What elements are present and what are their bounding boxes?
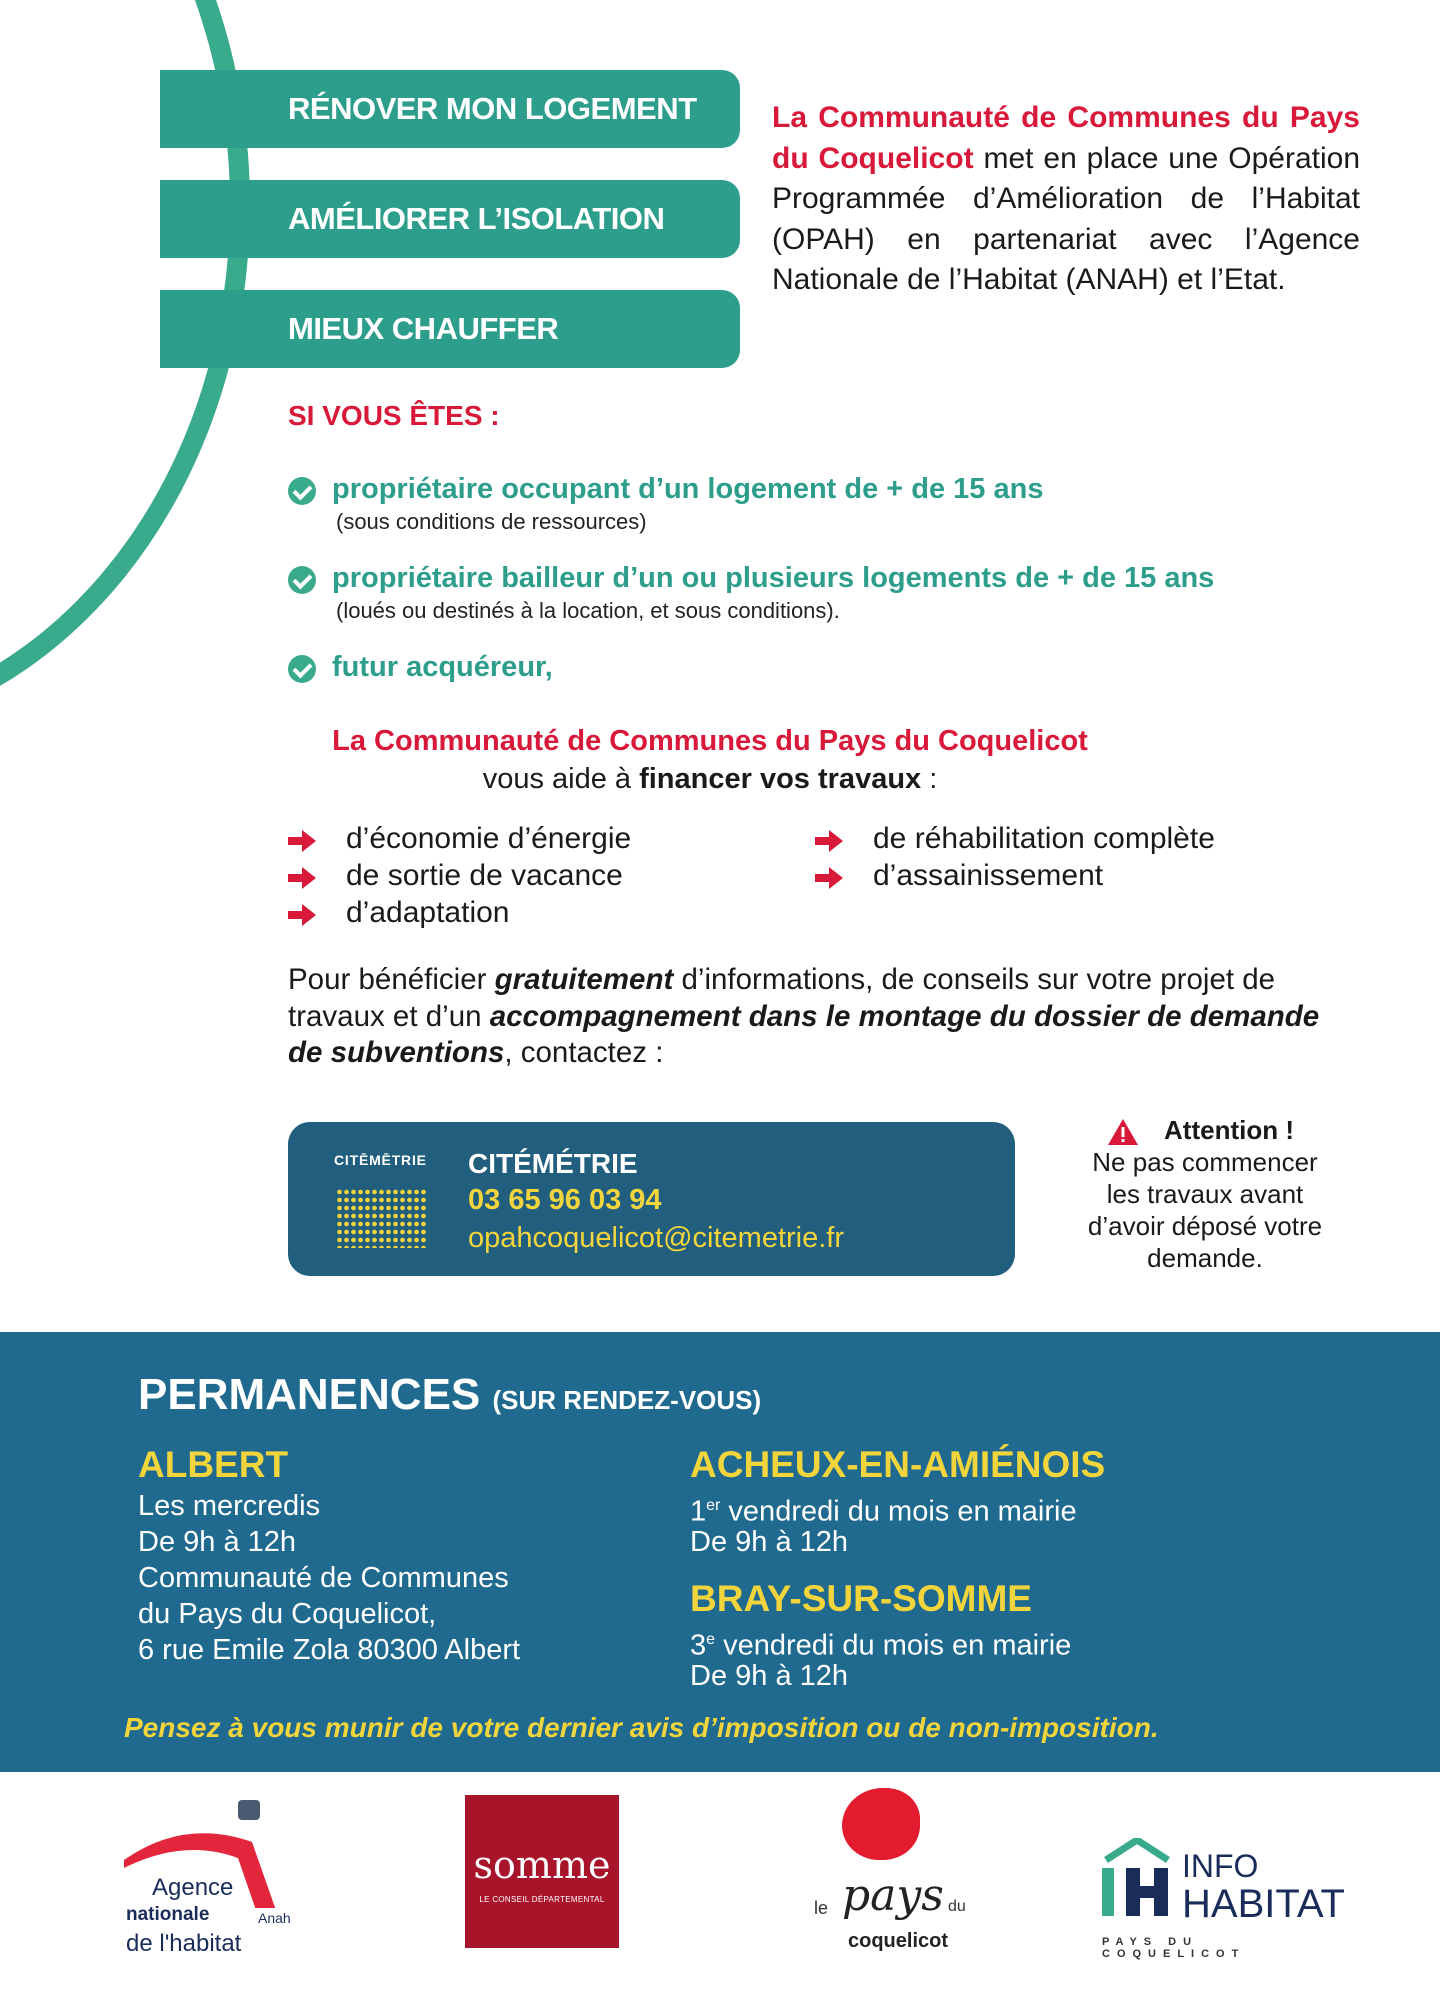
attention-line: demande. xyxy=(1147,1243,1263,1273)
house-h-icon xyxy=(1098,1838,1176,1918)
intro-highlight: La Communauté de Communes du Pays du Coquelicot xyxy=(772,101,1360,175)
arrow-right-icon xyxy=(815,830,843,852)
para-text: Pour bénéficier xyxy=(288,963,495,996)
para-emphasis: gratuitement xyxy=(494,963,674,996)
bray-hours: De 9h à 12h xyxy=(690,1660,849,1692)
albert-detail: du Pays du Coquelicot, xyxy=(138,1598,437,1630)
somme-subtitle: LE CONSEIL DÉPARTEMENTAL xyxy=(479,1895,605,1904)
pays-du: du xyxy=(948,1898,966,1915)
check-icon xyxy=(288,477,316,505)
contact-paragraph xyxy=(288,962,1328,1072)
albert-detail: 6 rue Emile Zola 80300 Albert xyxy=(138,1634,521,1666)
check-icon xyxy=(288,566,316,594)
eligibility-title: futur acquéreur, xyxy=(332,651,553,683)
permanences-note: Pensez à vous munir de votre dernier avis d’imposition ou de non-imposition. xyxy=(124,1712,1159,1743)
pays-coquelicot-logo xyxy=(800,1788,970,1968)
city-albert: ALBERT xyxy=(138,1444,289,1485)
acheux-ordinal-suffix: er xyxy=(706,1497,721,1514)
para-emphasis: accompagnement dans le montage du dossier de demande de subventions xyxy=(288,999,1320,1069)
eligibility-note: (loués ou destinés à la location, et sous conditions). xyxy=(336,598,840,623)
eligibility-note: (sous conditions de ressources) xyxy=(336,509,647,534)
bray-ordinal: 3 xyxy=(690,1629,707,1662)
anah-line: Anah xyxy=(258,1910,291,1926)
aide-block xyxy=(320,722,1100,798)
arrow-right-icon xyxy=(288,904,316,926)
pays-le: le xyxy=(814,1898,829,1918)
aide-org: La Communauté de Communes du Pays du Coquelicot xyxy=(332,725,1088,757)
albert-detail: Communauté de Communes xyxy=(138,1562,509,1594)
pill-isolation: AMÉLIORER L’ISOLATION xyxy=(160,180,740,258)
anah-line: nationale xyxy=(126,1904,210,1925)
attention-line: d’avoir déposé votre xyxy=(1087,1211,1323,1241)
arrow-right-icon xyxy=(288,867,316,889)
anah-line: de l'habitat xyxy=(126,1930,242,1957)
anah-line: Agence xyxy=(152,1874,234,1901)
work-label: de réhabilitation complète xyxy=(873,822,1215,855)
acheux-ordinal: 1 xyxy=(690,1495,707,1528)
eligibility-title: propriétaire occupant d’un logement de + de 15 ans xyxy=(332,473,1044,505)
intro-text: met en place une Opération Programmée d’Amélioration de l’Habitat (OPAH) en partenariat avec l’Agence Nationale de l’Habitat (ANAH) et l’Etat. xyxy=(772,141,1361,296)
somme-logo xyxy=(465,1795,619,1948)
permanences-title-text: PERMANENCES xyxy=(138,1370,481,1419)
citemetrie-logo-icon xyxy=(336,1188,426,1248)
info-habitat-line2: HABITAT xyxy=(1182,1882,1345,1926)
work-label: d’assainissement xyxy=(873,859,1104,892)
albert-detail: De 9h à 12h xyxy=(138,1526,297,1558)
permanences-title xyxy=(138,1370,761,1420)
acheux-schedule-text: vendredi du mois en mairie xyxy=(720,1495,1077,1528)
eligibility-title: propriétaire bailleur d’un ou plusieurs logements de + de 15 ans xyxy=(332,562,1215,594)
warning-icon xyxy=(1107,1118,1139,1146)
acheux-hours: De 9h à 12h xyxy=(690,1526,849,1558)
intro-paragraph xyxy=(772,98,1360,301)
poppy-icon xyxy=(842,1788,920,1860)
attention-line: Ne pas commencer xyxy=(1092,1147,1318,1177)
bray-schedule-text: vendredi du mois en mairie xyxy=(715,1629,1072,1662)
pays-coquelicot: coquelicot xyxy=(848,1930,949,1952)
contact-name: CITÉMÉTRIE xyxy=(468,1148,638,1179)
pill-renover: RÉNOVER MON LOGEMENT xyxy=(160,70,740,148)
arrow-right-icon xyxy=(815,867,843,889)
attention-line: les travaux avant xyxy=(1106,1179,1304,1209)
aide-pre: vous aide à xyxy=(482,763,640,795)
citemetrie-contact-card xyxy=(288,1122,1015,1276)
anah-logo xyxy=(124,1798,294,1968)
attention-title: Attention ! xyxy=(1164,1115,1294,1145)
attention-notice xyxy=(1055,1114,1355,1274)
work-label: de sortie de vacance xyxy=(346,859,623,892)
city-acheux: ACHEUX-EN-AMIÉNOIS xyxy=(690,1444,1106,1485)
arrow-right-icon xyxy=(288,830,316,852)
para-text: , contactez : xyxy=(504,1036,664,1069)
aide-post: : xyxy=(921,763,938,795)
info-habitat-line3: PAYS DU COQUELICOT xyxy=(1102,1936,1246,1960)
permanences-subtitle: (SUR RENDEZ-VOUS) xyxy=(492,1385,762,1415)
pays-word: pays xyxy=(842,1870,944,1921)
info-habitat-line1: INFO xyxy=(1182,1848,1259,1884)
check-icon xyxy=(288,655,316,683)
work-label: d’économie d’énergie xyxy=(346,822,632,855)
eligibility-heading: SI VOUS ÊTES : xyxy=(288,400,500,431)
contact-phone[interactable]: 03 65 96 03 94 xyxy=(468,1184,662,1216)
city-bray: BRAY-SUR-SOMME xyxy=(690,1578,1032,1619)
contact-email[interactable]: opahcoquelicot@citemetrie.fr xyxy=(468,1222,845,1254)
somme-word: somme xyxy=(473,1843,611,1887)
pill-chauffer: MIEUX CHAUFFER xyxy=(160,290,740,368)
bray-ordinal-suffix: e xyxy=(706,1631,716,1648)
info-habitat-logo xyxy=(1098,1808,1348,1958)
aide-strong: financer vos travaux xyxy=(639,763,922,795)
work-label: d’adaptation xyxy=(346,896,510,929)
permanences-band xyxy=(0,1332,1440,1772)
citemetrie-logo-text: CITĒMĒTRIE xyxy=(334,1152,427,1168)
albert-detail: Les mercredis xyxy=(138,1490,321,1522)
para-text: d’informations, de conseils sur votre projet de travaux et d’un xyxy=(288,963,1276,1033)
